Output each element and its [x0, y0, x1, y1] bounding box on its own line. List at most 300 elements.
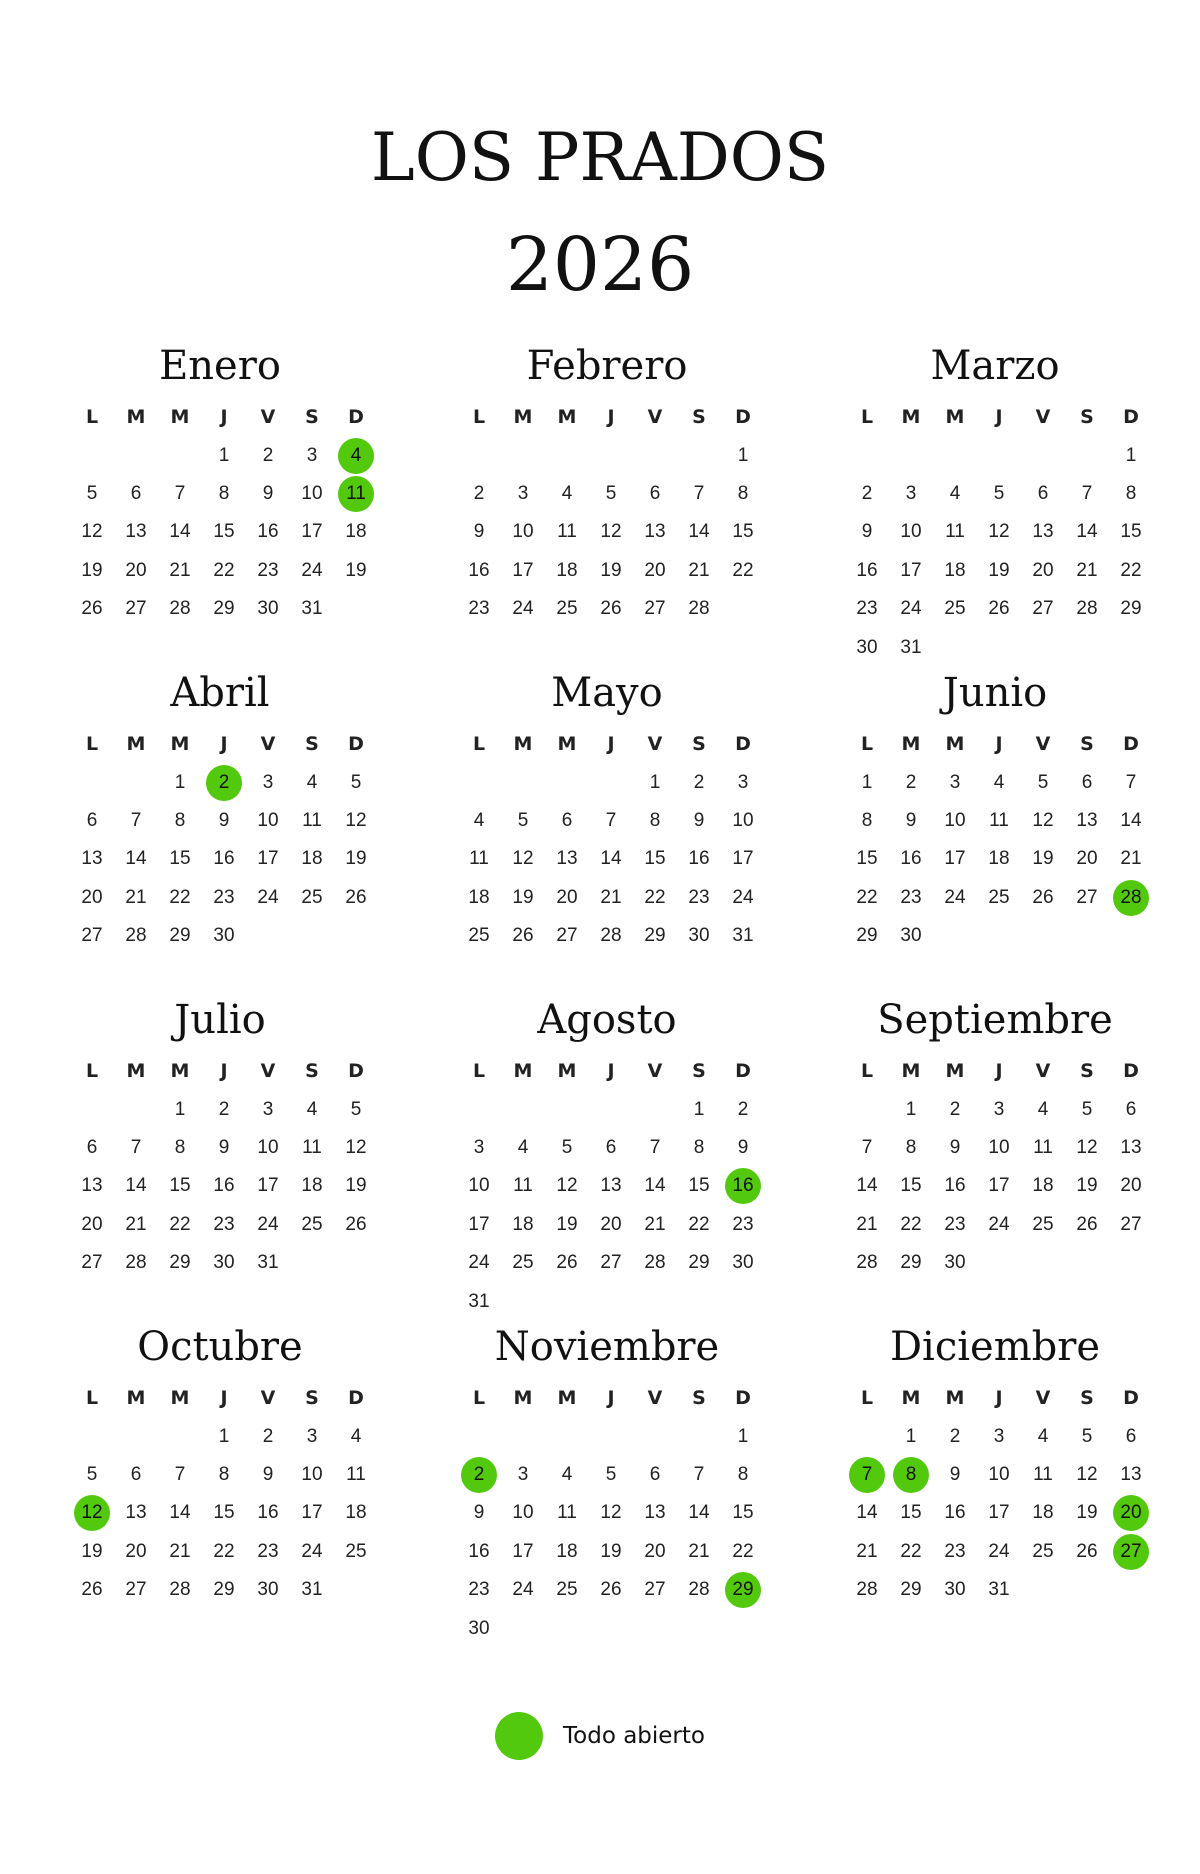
- day-number: 29: [644, 925, 666, 947]
- empty-cell: [1065, 436, 1109, 474]
- empty-cell: [1021, 1244, 1065, 1282]
- day-number: 12: [1032, 809, 1054, 831]
- day-cell: [633, 1129, 677, 1167]
- day-cell: [845, 1244, 889, 1282]
- day-cell: [677, 1571, 721, 1609]
- day-number: 21: [169, 1540, 191, 1562]
- day-cell: [158, 552, 202, 590]
- day-cell: [202, 1244, 246, 1282]
- day-cell: [114, 552, 158, 590]
- day-cell: [1109, 1456, 1153, 1494]
- day-cell: [70, 1533, 114, 1571]
- day-cell: [589, 1494, 633, 1532]
- day-cell: [70, 1456, 114, 1494]
- day-cell: [677, 1167, 721, 1205]
- day-cell: [633, 763, 677, 801]
- empty-cell: [1065, 628, 1109, 666]
- empty-cell: [589, 436, 633, 474]
- day-cell: [202, 513, 246, 551]
- day-number: 25: [556, 598, 578, 620]
- day-cell: [1021, 1533, 1065, 1571]
- weekday-label: S: [1080, 733, 1094, 756]
- day-number: 27: [1120, 1213, 1142, 1235]
- day-number: 20: [125, 1540, 147, 1562]
- day-cell: [457, 1282, 501, 1320]
- empty-cell: [114, 1417, 158, 1455]
- day-number: 25: [301, 1213, 323, 1235]
- day-number: 7: [1125, 771, 1137, 793]
- month-marzo: [845, 340, 1145, 680]
- day-cell: [501, 552, 545, 590]
- day-cell: [158, 1244, 202, 1282]
- day-number: 31: [468, 1290, 490, 1312]
- day-number: 9: [473, 521, 485, 543]
- day-number: 17: [301, 1502, 323, 1524]
- day-cell: [977, 1090, 1021, 1128]
- day-number: 12: [345, 809, 367, 831]
- day-cell: [1021, 1456, 1065, 1494]
- empty-cell: [721, 1609, 765, 1647]
- day-number: 19: [81, 1540, 103, 1562]
- day-number: 6: [605, 1136, 617, 1158]
- day-number: 9: [905, 809, 917, 831]
- weekday-label: S: [1080, 1060, 1094, 1083]
- day-cell: [202, 1090, 246, 1128]
- weekday-label: V: [647, 733, 663, 756]
- day-number: 8: [649, 809, 661, 831]
- month-grid: [845, 1052, 1145, 1282]
- day-cell: [1065, 1206, 1109, 1244]
- day-cell: [889, 1494, 933, 1532]
- day-number: 8: [1125, 482, 1137, 504]
- day-number: 2: [693, 771, 705, 793]
- day-cell: [889, 590, 933, 628]
- day-cell: [202, 590, 246, 628]
- day-cell: [290, 1417, 334, 1455]
- day-number: 7: [130, 1136, 142, 1158]
- day-cell: [158, 1494, 202, 1532]
- day-cell: [933, 879, 977, 917]
- day-cell: [114, 879, 158, 917]
- day-cell: [1065, 552, 1109, 590]
- day-number: 18: [345, 521, 367, 543]
- day-number: 30: [468, 1617, 490, 1639]
- day-cell: [677, 475, 721, 513]
- day-cell: [114, 1167, 158, 1205]
- day-cell: [889, 879, 933, 917]
- day-cell: [246, 552, 290, 590]
- day-cell: [677, 1494, 721, 1532]
- day-number: 7: [174, 1463, 186, 1485]
- day-number: 26: [1076, 1213, 1098, 1235]
- day-cell: [845, 763, 889, 801]
- day-cell: [334, 802, 378, 840]
- day-cell: [933, 840, 977, 878]
- day-number: 28: [125, 1252, 147, 1274]
- day-cell: [889, 1090, 933, 1128]
- day-number: 17: [512, 559, 534, 581]
- day-cell: [845, 1494, 889, 1532]
- empty-cell: [1065, 1571, 1109, 1609]
- weekday-label: M: [945, 1387, 965, 1410]
- day-cell: [845, 552, 889, 590]
- day-cell: [545, 802, 589, 840]
- empty-cell: [545, 1282, 589, 1320]
- day-cell: [1021, 802, 1065, 840]
- day-cell: [589, 475, 633, 513]
- day-cell-open: [202, 763, 246, 801]
- day-number: 2: [262, 444, 274, 466]
- day-number: 26: [81, 598, 103, 620]
- day-cell: [845, 475, 889, 513]
- day-cell: [70, 802, 114, 840]
- month-name: Agosto: [537, 997, 677, 1043]
- day-cell: [158, 763, 202, 801]
- day-cell-open: [334, 436, 378, 474]
- day-number: 11: [557, 521, 577, 543]
- day-cell: [721, 802, 765, 840]
- month-junio: [845, 667, 1145, 1007]
- day-cell-open: [1109, 879, 1153, 917]
- day-cell: [545, 1206, 589, 1244]
- day-cell: [501, 1167, 545, 1205]
- day-number: 8: [218, 1463, 230, 1485]
- empty-cell: [158, 1417, 202, 1455]
- day-cell: [246, 1244, 290, 1282]
- day-cell: [933, 1571, 977, 1609]
- day-number: 23: [257, 1540, 279, 1562]
- day-cell: [545, 513, 589, 551]
- day-cell: [589, 917, 633, 955]
- calendar-title: LOS PRADOS: [370, 119, 830, 196]
- day-number: 3: [306, 444, 318, 466]
- day-cell: [1109, 590, 1153, 628]
- empty-cell: [334, 1244, 378, 1282]
- day-number: 9: [473, 1502, 485, 1524]
- day-number: 6: [130, 482, 142, 504]
- day-number: 16: [213, 1175, 235, 1197]
- day-number: 27: [81, 1252, 103, 1274]
- month-grid: [70, 725, 370, 955]
- day-cell: [677, 1090, 721, 1128]
- open-day-marker: 16: [725, 1168, 761, 1204]
- day-number: 18: [988, 848, 1010, 870]
- day-number: 11: [945, 521, 965, 543]
- day-cell: [334, 1129, 378, 1167]
- day-number: 14: [1120, 809, 1142, 831]
- empty-cell: [589, 1090, 633, 1128]
- day-cell: [202, 552, 246, 590]
- day-cell: [845, 802, 889, 840]
- day-cell: [1021, 513, 1065, 551]
- day-cell: [933, 1417, 977, 1455]
- day-cell: [1109, 1090, 1153, 1128]
- day-cell: [1109, 1206, 1153, 1244]
- empty-cell: [633, 1090, 677, 1128]
- day-cell: [114, 1456, 158, 1494]
- day-number: 9: [949, 1136, 961, 1158]
- day-cell: [202, 917, 246, 955]
- day-cell: [1065, 1167, 1109, 1205]
- day-cell: [70, 590, 114, 628]
- weekday-label: M: [170, 406, 190, 429]
- day-number: 20: [1120, 1175, 1142, 1197]
- day-number: 20: [1076, 848, 1098, 870]
- day-cell: [501, 590, 545, 628]
- day-cell: [334, 763, 378, 801]
- day-number: 18: [301, 1175, 323, 1197]
- day-number: 11: [469, 848, 489, 870]
- empty-cell: [633, 436, 677, 474]
- weekday-label: J: [607, 406, 615, 429]
- month-noviembre: [457, 1321, 757, 1661]
- day-number: 26: [345, 1213, 367, 1235]
- day-cell: [545, 1494, 589, 1532]
- day-number: 26: [81, 1579, 103, 1601]
- day-number: 28: [644, 1252, 666, 1274]
- day-cell: [1021, 879, 1065, 917]
- day-cell: [501, 475, 545, 513]
- day-number: 16: [688, 848, 710, 870]
- day-cell: [677, 879, 721, 917]
- day-cell: [246, 802, 290, 840]
- day-cell: [1065, 1456, 1109, 1494]
- day-cell: [70, 475, 114, 513]
- day-cell-open: [889, 1456, 933, 1494]
- day-cell: [545, 475, 589, 513]
- day-number: 8: [693, 1136, 705, 1158]
- day-number: 10: [900, 521, 922, 543]
- day-cell: [977, 1417, 1021, 1455]
- day-cell: [677, 1456, 721, 1494]
- weekday-label: D: [1123, 733, 1139, 756]
- day-cell: [721, 1417, 765, 1455]
- day-number: 15: [732, 1502, 754, 1524]
- day-cell: [589, 1571, 633, 1609]
- calendar-year: 2026: [505, 222, 695, 308]
- weekday-label: V: [647, 1060, 663, 1083]
- day-number: 21: [125, 886, 147, 908]
- day-number: 16: [257, 521, 279, 543]
- day-number: 19: [81, 559, 103, 581]
- day-number: 11: [989, 809, 1009, 831]
- day-cell: [114, 840, 158, 878]
- day-cell: [1065, 513, 1109, 551]
- day-number: 15: [900, 1502, 922, 1524]
- weekday-label: M: [557, 406, 577, 429]
- day-cell: [721, 879, 765, 917]
- day-cell: [845, 590, 889, 628]
- day-number: 6: [649, 482, 661, 504]
- day-number: 2: [473, 482, 485, 504]
- day-cell: [202, 1206, 246, 1244]
- empty-cell: [545, 1090, 589, 1128]
- day-number: 2: [905, 771, 917, 793]
- open-day-marker: 7: [849, 1457, 885, 1493]
- day-number: 31: [732, 925, 754, 947]
- day-cell: [1065, 802, 1109, 840]
- day-number: 14: [600, 848, 622, 870]
- day-number: 15: [688, 1175, 710, 1197]
- day-cell: [977, 840, 1021, 878]
- day-number: 21: [856, 1213, 878, 1235]
- day-number: 1: [693, 1098, 705, 1120]
- day-cell: [1065, 1090, 1109, 1128]
- day-number: 20: [125, 559, 147, 581]
- day-cell: [933, 552, 977, 590]
- day-cell: [545, 1167, 589, 1205]
- day-number: 28: [856, 1252, 878, 1274]
- day-number: 25: [944, 598, 966, 620]
- day-number: 15: [732, 521, 754, 543]
- day-cell: [845, 628, 889, 666]
- day-number: 27: [1032, 598, 1054, 620]
- day-cell: [290, 763, 334, 801]
- day-cell: [589, 552, 633, 590]
- day-cell: [933, 1456, 977, 1494]
- weekday-label: L: [85, 406, 99, 429]
- day-number: 26: [512, 925, 534, 947]
- day-number: 14: [688, 521, 710, 543]
- day-cell: [845, 1533, 889, 1571]
- open-day-marker: 12: [74, 1495, 110, 1531]
- empty-cell: [334, 1571, 378, 1609]
- day-cell: [889, 1533, 933, 1571]
- empty-cell: [114, 436, 158, 474]
- day-cell: [933, 1533, 977, 1571]
- day-cell: [933, 1167, 977, 1205]
- day-number: 27: [644, 1579, 666, 1601]
- day-cell-open: [1109, 1533, 1153, 1571]
- day-cell: [589, 1533, 633, 1571]
- empty-cell: [721, 1282, 765, 1320]
- empty-cell: [933, 436, 977, 474]
- day-cell: [202, 1571, 246, 1609]
- day-cell: [501, 840, 545, 878]
- day-number: 15: [213, 1502, 235, 1524]
- day-cell: [545, 590, 589, 628]
- weekday-label: L: [85, 1387, 99, 1410]
- day-number: 30: [900, 925, 922, 947]
- day-cell: [158, 475, 202, 513]
- empty-cell: [845, 436, 889, 474]
- day-number: 3: [993, 1425, 1005, 1447]
- day-number: 10: [257, 1136, 279, 1158]
- day-number: 24: [301, 1540, 323, 1562]
- day-number: 6: [1037, 482, 1049, 504]
- day-cell: [334, 879, 378, 917]
- weekday-label: V: [260, 406, 276, 429]
- day-cell: [545, 1533, 589, 1571]
- month-abril: [70, 667, 370, 1007]
- day-number: 28: [1076, 598, 1098, 620]
- day-cell: [633, 1533, 677, 1571]
- day-number: 5: [605, 482, 617, 504]
- empty-cell: [501, 436, 545, 474]
- day-number: 15: [644, 848, 666, 870]
- day-cell: [457, 1571, 501, 1609]
- day-number: 11: [1033, 1136, 1053, 1158]
- day-number: 24: [732, 886, 754, 908]
- day-number: 29: [213, 598, 235, 620]
- day-cell: [158, 1129, 202, 1167]
- day-cell: [457, 917, 501, 955]
- day-cell: [721, 1494, 765, 1532]
- day-number: 22: [213, 559, 235, 581]
- day-cell: [589, 1206, 633, 1244]
- day-cell: [677, 513, 721, 551]
- empty-cell: [589, 1609, 633, 1647]
- day-cell: [501, 1533, 545, 1571]
- month-grid: [845, 725, 1145, 955]
- day-cell: [845, 917, 889, 955]
- day-number: 19: [600, 1540, 622, 1562]
- day-number: 29: [213, 1579, 235, 1601]
- day-number: 2: [949, 1098, 961, 1120]
- day-number: 10: [988, 1463, 1010, 1485]
- day-number: 12: [512, 848, 534, 870]
- day-cell: [202, 1494, 246, 1532]
- day-number: 28: [688, 1579, 710, 1601]
- day-number: 30: [257, 1579, 279, 1601]
- day-number: 31: [301, 598, 323, 620]
- weekday-label: S: [692, 1060, 706, 1083]
- weekday-label: S: [305, 406, 319, 429]
- weekday-label: J: [607, 1387, 615, 1410]
- day-cell: [977, 1533, 1021, 1571]
- weekday-label: D: [735, 1060, 751, 1083]
- day-number: 12: [345, 1136, 367, 1158]
- day-number: 9: [262, 482, 274, 504]
- day-cell: [933, 802, 977, 840]
- day-number: 30: [856, 636, 878, 658]
- day-number: 15: [1120, 521, 1142, 543]
- day-number: 15: [169, 1175, 191, 1197]
- day-number: 14: [856, 1175, 878, 1197]
- day-number: 4: [561, 1463, 573, 1485]
- day-number: 20: [600, 1213, 622, 1235]
- day-cell: [589, 879, 633, 917]
- day-cell: [202, 879, 246, 917]
- day-cell: [633, 590, 677, 628]
- day-cell: [589, 840, 633, 878]
- day-cell: [721, 840, 765, 878]
- day-number: 22: [900, 1540, 922, 1562]
- empty-cell: [501, 1417, 545, 1455]
- day-cell: [202, 1129, 246, 1167]
- day-number: 24: [257, 886, 279, 908]
- day-cell: [158, 1167, 202, 1205]
- open-day-marker: 4: [338, 438, 374, 474]
- day-cell: [1021, 1417, 1065, 1455]
- day-cell: [889, 552, 933, 590]
- empty-cell: [545, 436, 589, 474]
- day-cell: [246, 1417, 290, 1455]
- day-cell: [158, 1533, 202, 1571]
- day-number: 10: [732, 809, 754, 831]
- day-number: 16: [856, 559, 878, 581]
- day-cell: [545, 917, 589, 955]
- day-cell: [334, 1494, 378, 1532]
- empty-cell: [501, 1609, 545, 1647]
- day-number: 12: [1076, 1136, 1098, 1158]
- day-cell: [158, 879, 202, 917]
- day-cell: [677, 802, 721, 840]
- day-number: 23: [468, 598, 490, 620]
- day-number: 16: [944, 1502, 966, 1524]
- day-cell: [721, 763, 765, 801]
- day-number: 18: [556, 1540, 578, 1562]
